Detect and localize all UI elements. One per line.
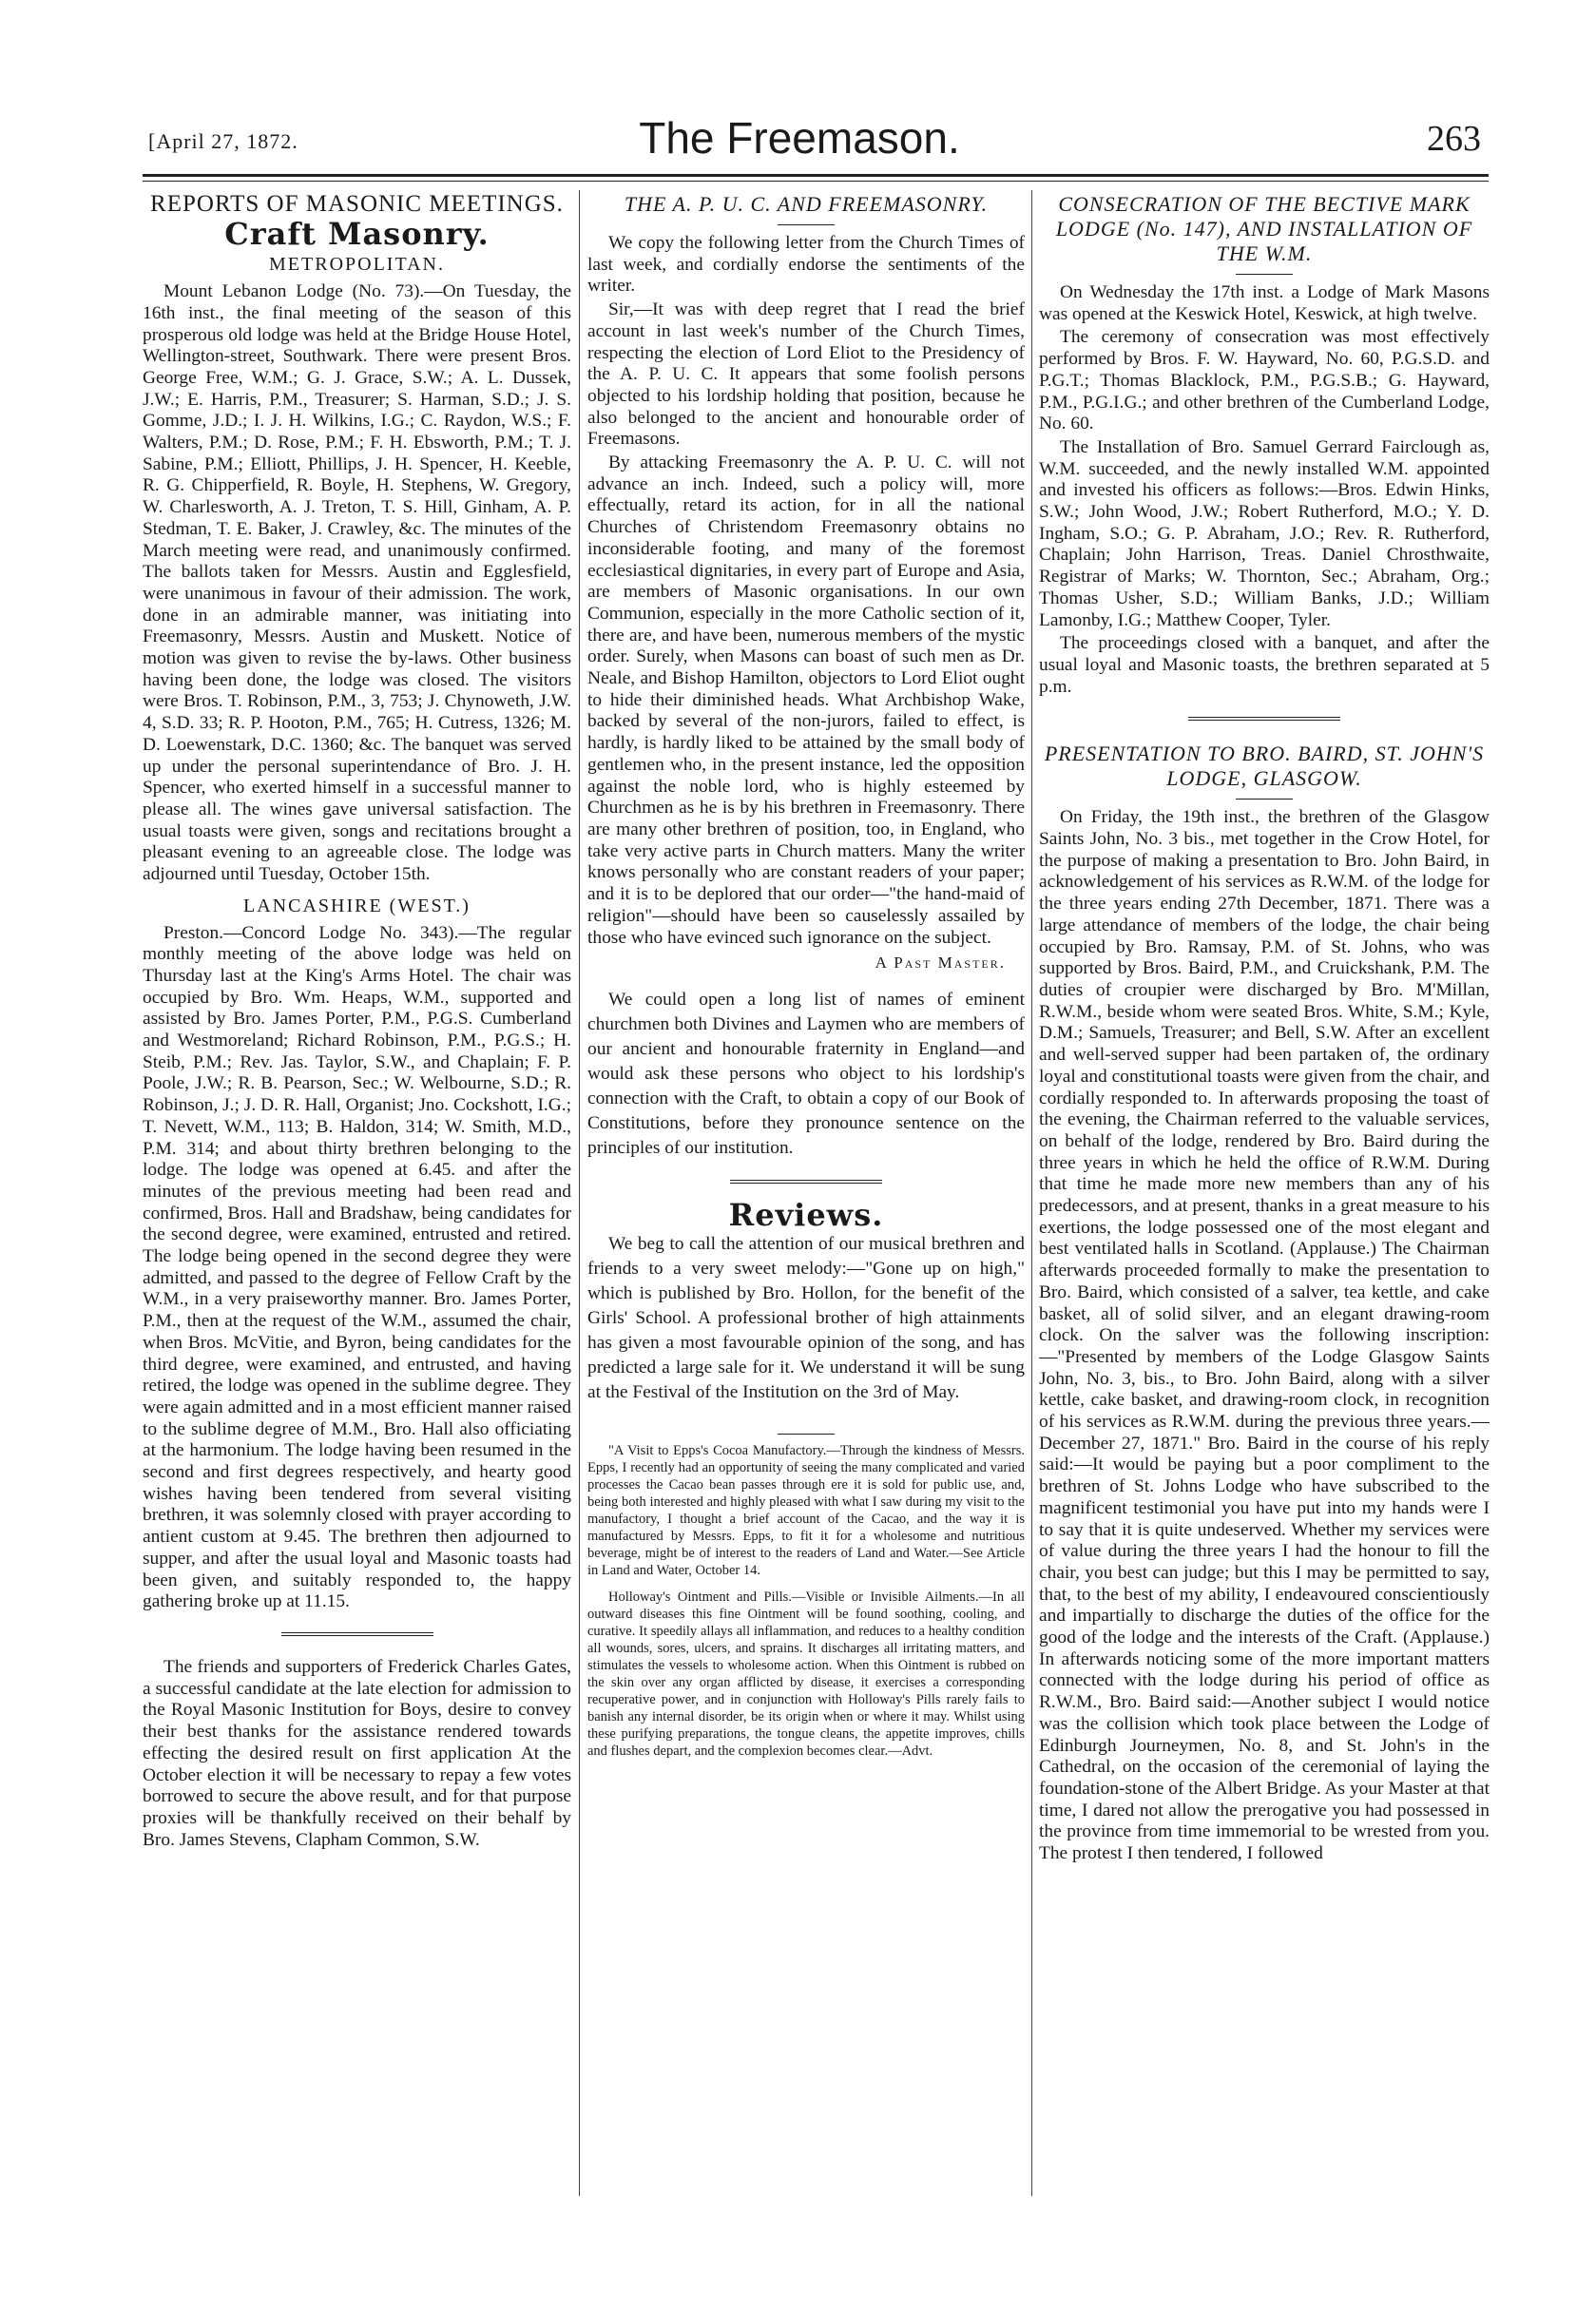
- column-separator: [579, 190, 580, 2196]
- metropolitan-heading: METROPOLITAN.: [269, 254, 445, 276]
- article-paragraph: We copy the following letter from the Church Times of last week, and cordially endorse the sentiments of the writer.: [587, 233, 1025, 297]
- article-paragraph: On Wednesday the 17th inst. a Lodge of Mark Masons was opened at the Keswick Hotel, Keswick, at high twelve.: [1039, 282, 1490, 324]
- article-paragraph: Mount Lebanon Lodge (No. 73).—On Tuesday, the 16th inst., the final meeting of the season of this prosperous old lodge was held at the Bridge House Hotel, Wellington-street, Southwark. There were present Bros. George Free, W.M.; G. J. Grace, S.W.; A. L. Dussek, J.W.; E. Harris, P.M., Treasurer; S. Harman, S.D.; J. S. Gomme, J.D.; I. J. H. Wilkins, I.G.; C. Raydon, W.S.; F. Walters, P.M.; D. Rose, P.M.; F. H. Ebsworth, P.M.; T. J. Sabine, P.M.; Elliott, Phillips, J. H. Spencer, H. Keeble, R. G. Chipperfield, R. Boyle, H. Stephens, W. Gregory, W. Charlesworth, A. J. Treton, T. S. Hill, Ginham, A. P. Stedman, T. E. Baker, J. Crawley, &c. The minutes of the March meeting were read, and unanimously confirmed. The ballots taken for Messrs. Austin and Egglesfield, were unanimous in favour of their admission. The work, done in an admirable manner, was initiating into Freemasonry, Messrs. Austin and Muskett. Notice of motion was given to revise the by-laws. Other business having been done, the lodge was closed. The visitors were Bros. T. Robinson, P.M., 3, 753; J. Chynoweth, J.W. 4, S.D. 33; R. P. Hooton, P.M., 765; H. Cutress, 1326; M. D. Loewenstark, D.C. 1360; &c. The banquet was served up under the personal superintendance of Bro. J. H. Spencer, who exerted himself in a successful manner to please all. The wines gave universal satisfaction. The usual toasts were given, songs and recitations brought a pleasant evening to an agreeable close. The lodge was adjourned until Tuesday, October 15th.: [143, 281, 571, 885]
- advert-rule: [778, 1434, 835, 1435]
- newspaper-title: The Freemason.: [639, 113, 960, 163]
- advert-holloway: Holloway's Ointment and Pills.—Visible or Invisible Ailments.—In all outward diseases this fine Ointment will be found soothing, cooling, and curative. It speedily allays all inflammation, and reduces to a healthy condition all wounds, sores, ulcers, and sprains. It discharges all irritating matters, and stimulates the vessels to wholesome action. When this Ointment is rubbed on the skin over any organ afflicted by disease, it exercises a corresponding recuperative power, and in conjunction with Holloway's Pills rarely fails to banish any internal disorder, be its origin when or where it may. Whilst using these purifying preparations, the tongue cleans, the appetite improves, chills and flushes depart, and the complexion becomes clear.—Advt.: [587, 1589, 1025, 1759]
- page-number: 263: [1427, 119, 1481, 159]
- column-2: [587, 190, 1025, 2179]
- article-paragraph: The ceremony of consecration was most effectively performed by Bros. F. W. Hayward, No. 60, P.G.S.D. and P.G.T.; Thomas Blacklock, P.M., P.G.S.B.; G. Hayward, P.M., P.G.I.G.; and other brethren of the Cumberland Lodge, No. 60.: [1039, 327, 1490, 434]
- article-paragraph: The proceedings closed with a banquet, and after the usual loyal and Masonic toasts, the brethren separated at 5 p.m.: [1039, 633, 1490, 697]
- article-divider: [281, 1632, 433, 1636]
- lancashire-heading: LANCASHIRE (WEST.): [243, 895, 471, 916]
- article-divider: [1188, 717, 1340, 721]
- craft-masonry-heading: Craft Masonry.: [224, 215, 490, 252]
- column-separator: [1031, 190, 1032, 2196]
- review-paragraph: We beg to call the attention of our musical brethren and friends to a very sweet melody:—"Gone up on high," which is published by Bro. Hollon, for the benefit of the Girls' School. A professional brother of high attainments has given a most favourable opinion of the song, and has predicted a large sale for it. We understand it will be sung at the Festival of the Institution on the 3rd of May.: [587, 1233, 1025, 1402]
- masthead-rule: [143, 174, 1489, 177]
- masthead-rule-thin: [143, 181, 1489, 182]
- article-heading: CONSECRATION OF THE BECTIVE MARK LODGE (No. 147), AND INSTALLATION OF THE W.M.: [1055, 192, 1473, 265]
- heading-rule: [1236, 799, 1293, 800]
- article-paragraph: Preston.—Concord Lodge No. 343).—The regular monthly meeting of the above lodge was held on Thursday last at the King's Arms Hotel. The chair was occupied by Bro. Wm. Heaps, W.M., supported and assisted by Bro. James Porter, P.M., P.G.S. Cumberland and Westmoreland; Richard Robinson, P.M., P.G.S.; H. Steib, P.M.; Rev. Jas. Taylor, S.W., and Chaplain; F. P. Poole, J.W.; R. B. Pearson, Sec.; W. Welbourne, S.D.; R. Robinson, J.; J. D. R. Hall, Organist; Jno. Cockshott, I.G.; T. Nevett, W.M., 113; B. Haldon, 314; W. Smith, M.D., P.M. 314; and about thirty brethren belonging to the lodge. The lodge was opened at 6.45. and after the minutes of the previous meeting had been read and confirmed, Bros. Hall and Bradshaw, being candidates for the second degree, were examined, entrusted and retired. The lodge being opened in the second degree they were admitted, and passed to the degree of Fellow Craft by the W.M., in a very praiseworthy manner. Bro. James Porter, P.M., then at the request of the W.M., assumed the chair, when Bros. McVitie, and Byron, being candidates for the third degree, were examined, and entrusted, and having retired, the lodge was opened in the sublime degree. They were again admitted and in a most efficient manner raised to the sublime degree of M.M., Bro. Hall also officiating at the harmonium. The lodge having been resumed in the second and first degrees respectively, and hearty good wishes having been tendered from several visiting brethren, it was solemnly closed with prayer according to antient custom at 9.45. The brethren then adjourned to supper, and after the usual loyal and Masonic toasts had been given, and suitably responded to, the happy gathering broke up at 11.15.: [143, 922, 571, 1612]
- article-heading: THE A. P. U. C. AND FREEMASONRY.: [624, 192, 989, 216]
- column-3: [1039, 190, 1490, 2179]
- heading-rule: [1236, 274, 1293, 275]
- article-paragraph: Sir,—It was with deep regret that I read the brief account in last week's number of the Church Times, respecting the election of Lord Eliot to the Presidency of the A. P. U. C. It appears that some foolish persons objected to his lordship holding that position, because he also belonged to the ancient and honourable order of Freemasons.: [587, 299, 1025, 450]
- masthead: [105, 112, 1494, 171]
- issue-date: [April 27, 1872.: [148, 129, 298, 153]
- article-divider: [730, 1180, 882, 1184]
- advertisements: [587, 1442, 1025, 1760]
- article-paragraph: The Installation of Bro. Samuel Gerrard Fairclough as, W.M. succeeded, and the newly installed W.M. appointed and invested his officers as follows:—Bros. Edwin Hinks, S.W.; John Wood, J.W.; Robert Rutherford, M.O.; Y. D. Ingham, S.O.; G. P. Abraham, J.O.; Rev. R. Rutherford, Chaplain; John Harrison, Treas. Daniel Chrosthwaite, Registrar of Marks; W. Thornton, Sec.; Abraham, Org.; Thomas Usher, S.D.; William Banks, J.D.; William Lamonby, I.G.; Matthew Cooper, Tyler.: [1039, 436, 1490, 630]
- article-heading: PRESENTATION TO BRO. BAIRD, ST. JOHN'S LODGE, GLASGOW.: [1044, 742, 1485, 791]
- reviews-heading: Reviews.: [728, 1196, 884, 1233]
- section-heading: REPORTS OF MASONIC MEETINGS.: [150, 191, 564, 217]
- letter-signature: A Past Master.: [875, 954, 1006, 973]
- article-paragraph: On Friday, the 19th inst., the brethren of the Glasgow Saints John, No. 3 bis., met together in the Crow Hotel, for the purpose of making a presentation to Bro. John Baird, in acknowledgement of his services as R.W.M. of the lodge for the three years ending 27th December, 1871. There was a large attendance of members of the lodge, the chair being occupied by Bro. Ramsay, P.M. of St. Johns, who was supported by Bros. Baird, P.M., and Cruickshank, P.M. The duties of croupier were discharged by Bro. M'Millan, R.W.M., beside whom were seated Bros. White, S.M.; Kyle, D.M.; Samuels, Treasurer; and Bell, S.W. After an excellent and well-served supper had been partaken of, the ordinary loyal and constitutional toasts were given from the chair, and cordially responded to. In afterwards proposing the toast of the evening, the Chairman referred to the valuable services, on behalf of the lodge, rendered by Bro. Baird during the three years in which he held the office of R.W.M. During that time he made more new members than any of his predecessors, and at present, thanks in a great measure to his exertions, the lodge possessed one of the most elegant and best ventilated halls in Scotland. (Applause.) The Chairman afterwards proceeded formally to make the presentation to Bro. Baird, which consisted of a salver, tea kettle, and cake basket, all of solid silver, and an elegant drawing-room clock. On the salver was the following inscription:—"Presented by members of the Lodge Glasgow Saints John, No. 3, bis., to Bro. John Baird, along with a silver kettle, cake basket, and drawing-room clock, in recognition of his services as R.W.M. during the previous three years.—December 27, 1871." Bro. Baird in the course of his reply said:—It would be paying but a poor compliment to the brethren of St. Johns Lodge who have subscribed to the magnificent testimonial you have put into my hands were I to say that it is quite undeserved. Whether my services were of value during the three years I had the honour to fill the chair, you best can judge; but this I may be permitted to say, that, to the best of my ability, I endeavoured conscientiously and impartially to discharge the duties of the office for the good of the lodge and the interests of the Craft. (Applause.) In afterwards noticing some of the more important matters connected with the lodge during his period of office as R.W.M., Bro. Baird said:—Another subject I would notice was the collision which took place between the Lodge of Edinburgh Journeymen, No. 8, and St. John's in the Cathedral, on the occasion of the ceremonial of laying the foundation-stone of the Albert Bridge. As your Master at that time, I dared not allow the prerogative you had possessed in the province from time immemorial to be wrested from you. The protest I then tendered, I followed: [1039, 807, 1490, 1864]
- notice-paragraph: The friends and supporters of Frederick Charles Gates, a successful candidate at the late election for admission to the Royal Masonic Institution for Boys, desire to convey their best thanks for the assistance rendered towards effecting the desired result on first application At the October election it will be necessary to repay a few votes borrowed to secure the above result, and for that purpose proxies will be thankfully received on their behalf by Bro. James Stevens, Clapham Common, S.W.: [143, 1657, 571, 1850]
- heading-rule: [778, 224, 835, 225]
- article-paragraph: We could open a long list of names of eminent churchmen both Divines and Laymen who are members of our ancient and honourable fraternity in England—and would ask these persons who object to his lordship's connection with the Craft, to obtain a copy of our Book of Constitutions, before they pronounce sentence on the principles of our institution.: [587, 989, 1025, 1158]
- column-1: [143, 190, 571, 2179]
- article-paragraph: By attacking Freemasonry the A. P. U. C. will not advance an inch. Indeed, such a policy will, more effectually, retard its action, for in all the national Churches of Christendom Freemasonry obtains no inconsiderable footing, and many of the foremost ecclesiastical dignitaries, in every part of Europe and Asia, are members of Masonic organisations. In our own Communion, especially in the more Catholic section of it, there are, and have been, numerous members of the mystic order. Surely, when Masons can boast of such men as Dr. Neale, and Bishop Hamilton, objectors to Lord Eliot ought to hide their diminished heads. What Archbishop Wake, backed by several of the non-jurors, failed to effect, is hardly, is hardly liked to be attained by the small body of gentlemen who, in the present instance, led the opposition against the noble lord, who is highly esteemed by Churchmen as he is by his brethren in Freemasonry. There are many other brethren of position, too, in England, who take very active parts in Church matters. Many the writer knows personally who are constant readers of your paper; and it is to be deplored that our order—"the hand-maid of religion"—should have been so causelessly assailed by those who have evinced such ignorance on the subject.: [587, 453, 1025, 948]
- advert-epps: "A Visit to Epps's Cocoa Manufactory.—Through the kindness of Messrs. Epps, I recently had an opportunity of seeing the many complicated and varied processes the Cacao bean passes through ere it is sold for public use, and, being both interested and highly pleased with what I saw during my visit to the manufactory, I thought a brief account of the Cacao, and the way it is manufactured by Messrs. Epps, to fit it for a wholesome and nutritious beverage, might be of interest to the readers of Land and Water.—See Article in Land and Water, October 14.: [587, 1442, 1025, 1578]
